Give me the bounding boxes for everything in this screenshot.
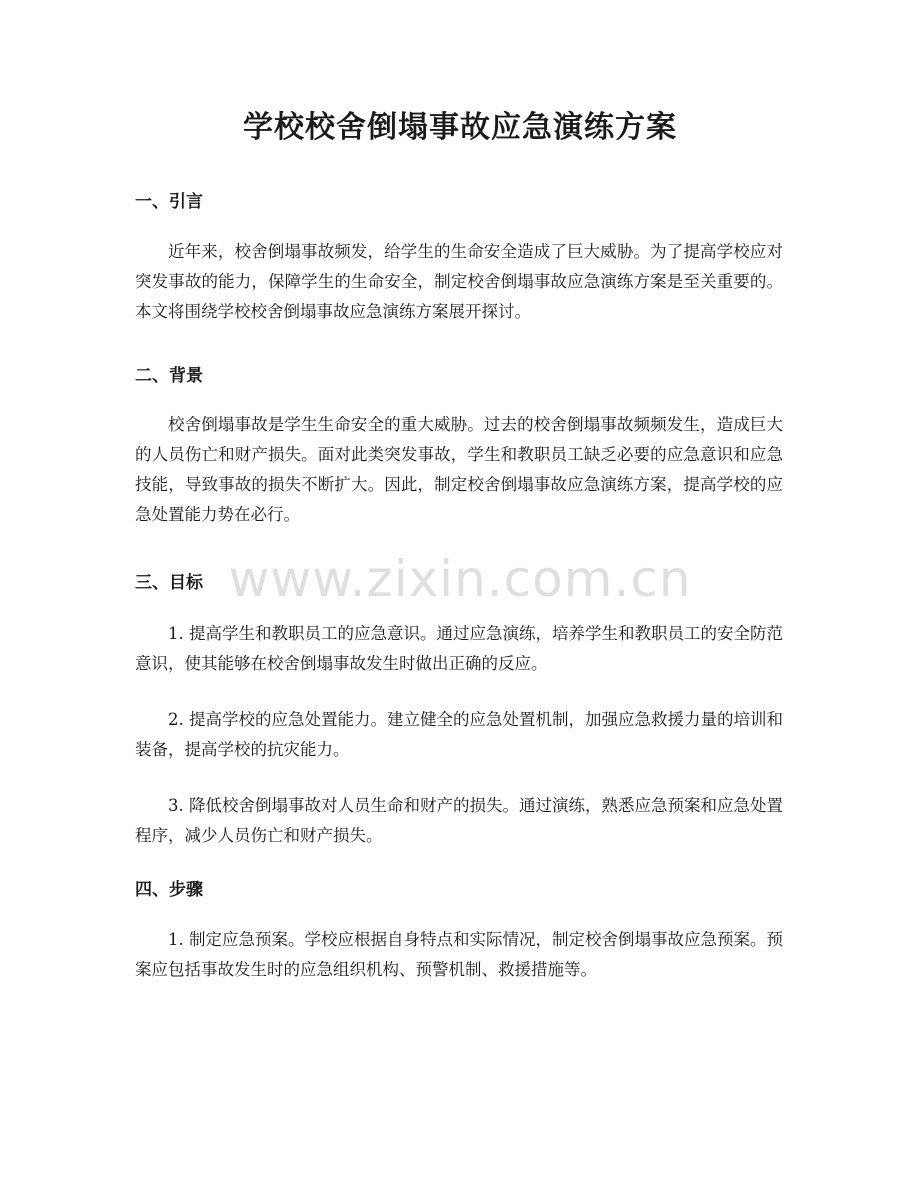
paragraph-step-1: 1. 制定应急预案。学校应根据自身特点和实际情况，制定校舍倒塌事故应急预案。预案应包括事故发生时的应急组织机构、预警机制、救援措施等。 <box>135 930 783 979</box>
paragraph-introduction: 近年来，校舍倒塌事故频发，给学生的生命安全造成了巨大威胁。为了提高学校应对突发事故的能力，保障学生的生命安全，制定校舍倒塌事故应急演练方案是至关重要的。本文将围绕学校校舍倒塌事故应急演练方案展开探讨。 <box>135 242 783 321</box>
section-heading-background: 二、背景 <box>135 366 203 386</box>
page-title: 学校校舍倒塌事故应急演练方案 <box>243 110 677 145</box>
paragraph-goal-2: 2. 提高学校的应急处置能力。建立健全的应急处置机制，加强应急救援力量的培训和装备，提高学校的抗灾能力。 <box>135 710 783 759</box>
watermark: www.zixin.com.cn <box>228 550 692 608</box>
paragraph-background: 校舍倒塌事故是学生生命安全的重大威胁。过去的校舍倒塌事故频频发生，造成巨大的人员伤亡和财产损失。面对此类突发事故，学生和教职员工缺乏必要的应急意识和应急技能，导致事故的损失不断扩大。因此，制定校舍倒塌事故应急演练方案，提高学校的应急处置能力势在必行。 <box>135 415 783 524</box>
section-heading-steps: 四、步骤 <box>135 880 203 900</box>
paragraph-goal-1: 1. 提高学生和教职员工的应急意识。通过应急演练，培养学生和教职员工的安全防范意识，使其能够在校舍倒塌事故发生时做出正确的反应。 <box>135 624 783 673</box>
section-heading-introduction: 一、引言 <box>135 192 203 212</box>
paragraph-goal-3: 3. 降低校舍倒塌事故对人员生命和财产的损失。通过演练，熟悉应急预案和应急处置程序，减少人员伤亡和财产损失。 <box>135 796 783 845</box>
section-heading-goals: 三、目标 <box>135 573 203 593</box>
